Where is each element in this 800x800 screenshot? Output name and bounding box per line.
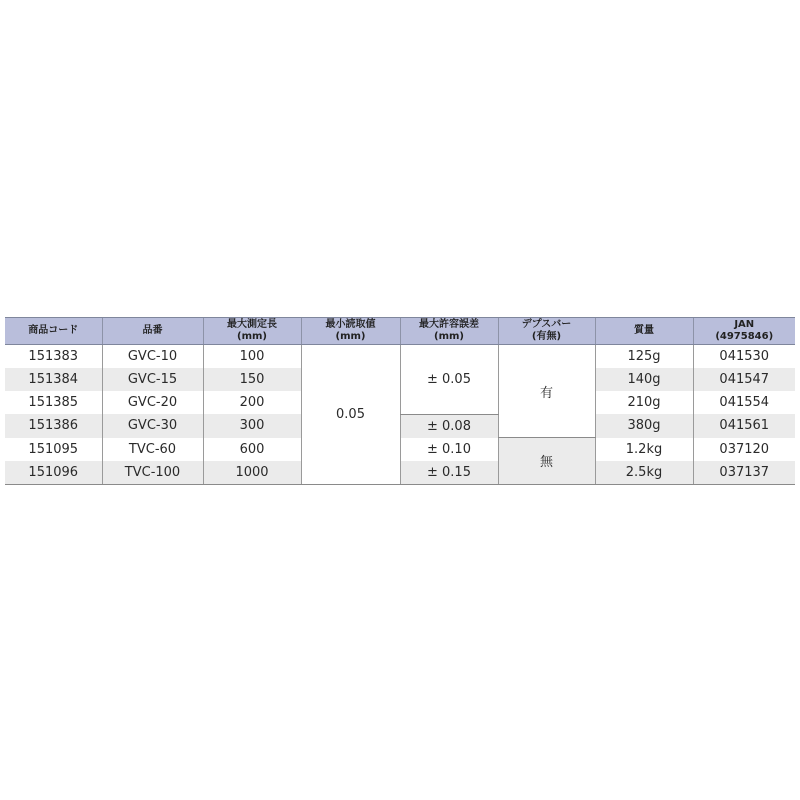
header-min-reading-label: 最小読取値 [325, 319, 376, 330]
table-row [5, 414, 795, 438]
cell-code: 151386 [5, 414, 102, 438]
cell-depth-bar-yes: 有 [498, 345, 595, 438]
cell-max-length: 600 [203, 438, 301, 461]
cell-max-error: ± 0.10 [400, 438, 498, 461]
cell-part-number: GVC-15 [102, 368, 203, 391]
cell-jan: 041561 [693, 414, 795, 438]
header-row [5, 318, 795, 345]
cell-part-number: GVC-20 [102, 391, 203, 414]
header-max-error [400, 318, 498, 345]
header-max-error-unit: (mm) [434, 331, 464, 342]
cell-max-error-group: ± 0.05 [400, 345, 498, 415]
header-min-reading-unit: (mm) [335, 331, 366, 342]
header-depth-bar-label: デプスバー [521, 319, 572, 330]
header-mass: 質量 [595, 318, 693, 345]
cell-mass: 210g [595, 391, 693, 414]
cell-mass: 125g [595, 345, 693, 369]
cell-code: 151383 [28, 349, 79, 364]
cell-code: 151385 [28, 395, 79, 410]
header-part-number: 品番 [102, 318, 203, 345]
header-max-length [203, 318, 301, 345]
cell-max-length: 300 [203, 414, 301, 438]
cell-part-number: TVC-60 [102, 438, 203, 461]
cell-jan: 041554 [693, 391, 795, 414]
header-max-length-label: 最大測定長 [227, 319, 277, 330]
cell-max-length: 1000 [203, 461, 301, 485]
cell-part-number: GVC-10 [102, 345, 203, 369]
table-header [5, 318, 795, 345]
cell-jan: 041547 [693, 368, 795, 391]
cell-part-number: GVC-30 [102, 414, 203, 438]
spec-table [5, 317, 795, 485]
cell-mass: 380g [595, 414, 693, 438]
header-max-error-label: 最大許容誤差 [419, 319, 479, 330]
cell-mass: 1.2kg [595, 438, 693, 461]
cell-max-length: 200 [203, 391, 301, 414]
cell-jan: 037137 [693, 461, 795, 485]
cell-max-error: ± 0.08 [400, 414, 498, 438]
header-jan-label: JAN [734, 319, 755, 330]
cell-jan: 041530 [693, 345, 795, 369]
cell-code: 151095 [28, 441, 79, 457]
cell-jan: 037120 [693, 438, 795, 461]
table-body [5, 345, 795, 485]
table-row [5, 345, 795, 369]
cell-max-length: 100 [203, 345, 301, 369]
cell-part-number: TVC-100 [102, 461, 203, 485]
header-code: 商品コード [5, 318, 102, 345]
cell-min-reading: 0.05 [301, 345, 400, 485]
cell-code: 151096 [5, 461, 102, 485]
cell-code: 151384 [5, 368, 102, 391]
header-jan [693, 318, 795, 345]
cell-max-error: ± 0.15 [400, 461, 498, 485]
table-row [5, 438, 795, 461]
cell-depth-bar-no: 無 [498, 438, 595, 485]
header-depth-bar-note: (有無) [531, 331, 562, 342]
cell-mass: 2.5kg [595, 461, 693, 485]
header-jan-prefix: (4975846) [715, 331, 774, 342]
header-min-reading [301, 318, 400, 345]
header-depth-bar [498, 318, 595, 345]
table-row [5, 461, 795, 485]
header-max-length-unit: (mm) [237, 331, 267, 342]
cell-mass: 140g [595, 368, 693, 391]
cell-max-length: 150 [203, 368, 301, 391]
